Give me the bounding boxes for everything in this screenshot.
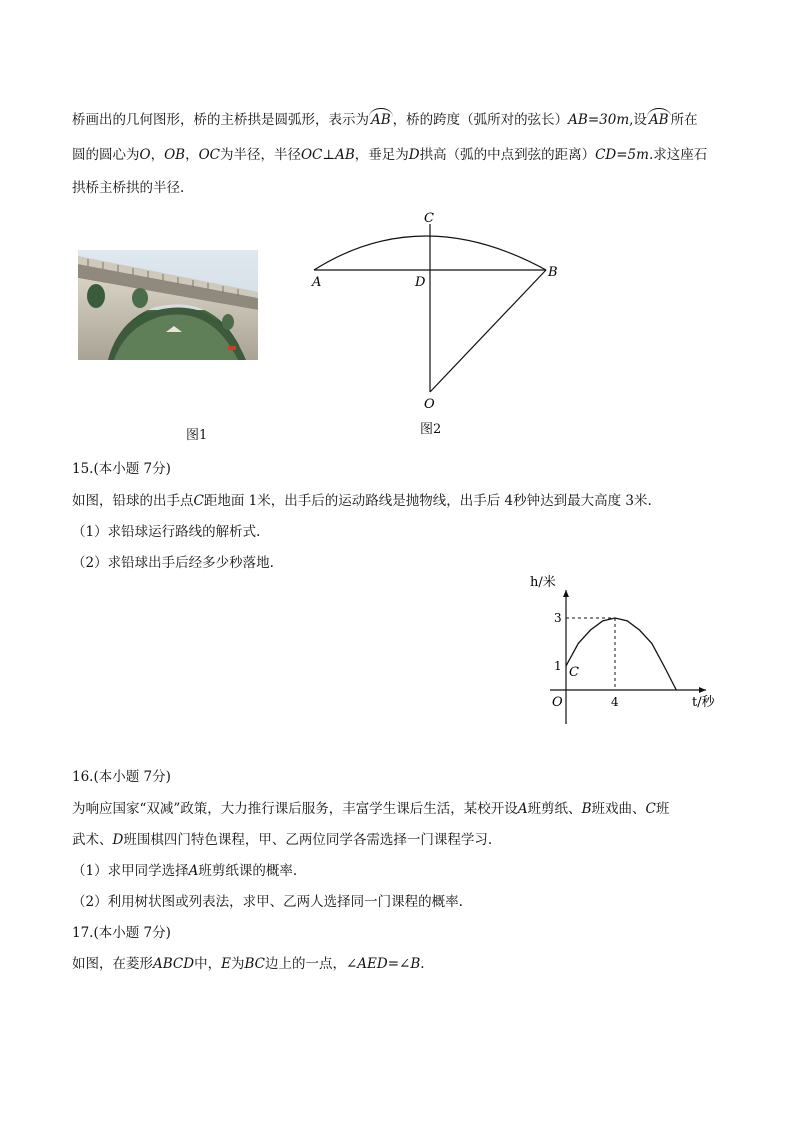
fig1-caption: 图1	[186, 428, 208, 443]
label-d: D	[415, 275, 426, 290]
problem15-header: 15.(本小题 7分)	[72, 461, 171, 477]
point-c-label: C	[569, 665, 579, 680]
radius-ob	[430, 270, 546, 392]
y-axis-arrow	[563, 590, 569, 597]
y-tick-label-3: 3	[554, 611, 562, 625]
problem14-line3: 拱桥主桥拱的半径.	[72, 180, 185, 196]
problem14-line1: 桥画出的几何图形，桥的主桥拱是圆弧形，表示为 AB ，桥的跨度（弧所对的弦长）AB=30m,设 AB 所在	[72, 112, 698, 128]
y-axis-label: h/米	[530, 575, 556, 590]
problem14-line2: 圆的圆心为O，OB，OC为半径，半径OC⊥AB，垂足为D拱高（弧的中点到弦的距离）CD=5m.求这座石	[72, 147, 708, 163]
x-axis-label: t/秒	[692, 695, 715, 710]
problem15-question2: （2）求铅球出手后经多少秒落地.	[72, 555, 274, 571]
arc-ab-symbol: AB	[371, 112, 391, 128]
bridge-photo	[78, 250, 258, 360]
problem16-question2: （2）利用树状图或列表法，求甲、乙两人选择同一门课程的概率.	[72, 894, 463, 910]
x-tick-label-4: 4	[611, 695, 619, 709]
problem16-question1: （1）求甲同学选择A班剪纸课的概率.	[72, 863, 298, 879]
x-axis-arrow	[699, 687, 706, 693]
trajectory-chart	[520, 572, 730, 732]
problem15-statement: 如图，铅球的出手点C距地面 1米，出手后的运动路线是抛物线，出手后 4秒钟达到最大高度 3米.	[72, 493, 652, 509]
label-c: C	[424, 211, 434, 226]
problem16-header: 16.(本小题 7分)	[72, 769, 171, 785]
fig2-caption: 图2	[420, 422, 442, 437]
problem17-statement: 如图，在菱形ABCD中，E为BC边上的一点，∠AED=∠B.	[72, 956, 425, 972]
y-tick-label-1: 1	[554, 659, 562, 673]
parabola-curve	[566, 618, 676, 690]
fig2-geometry-diagram	[300, 204, 570, 414]
problem16-statement-line1: 为响应国家“双减”政策，大力推行课后服务，丰富学生课后生活，某校开设A班剪纸、B班戏曲、C班	[72, 801, 670, 817]
arc-ab-symbol-2: AB	[648, 112, 669, 128]
origin-label: O	[552, 695, 563, 710]
label-b: B	[548, 265, 558, 280]
problem17-header: 17.(本小题 7分)	[72, 925, 171, 941]
problem15-question1: （1）求铅球运行路线的解析式.	[72, 524, 261, 540]
label-a: A	[312, 275, 322, 290]
label-o: O	[424, 397, 435, 412]
problem16-statement-line2: 武术、D班围棋四门特色课程，甲、乙两位同学各需选择一门课程学习.	[72, 832, 493, 848]
